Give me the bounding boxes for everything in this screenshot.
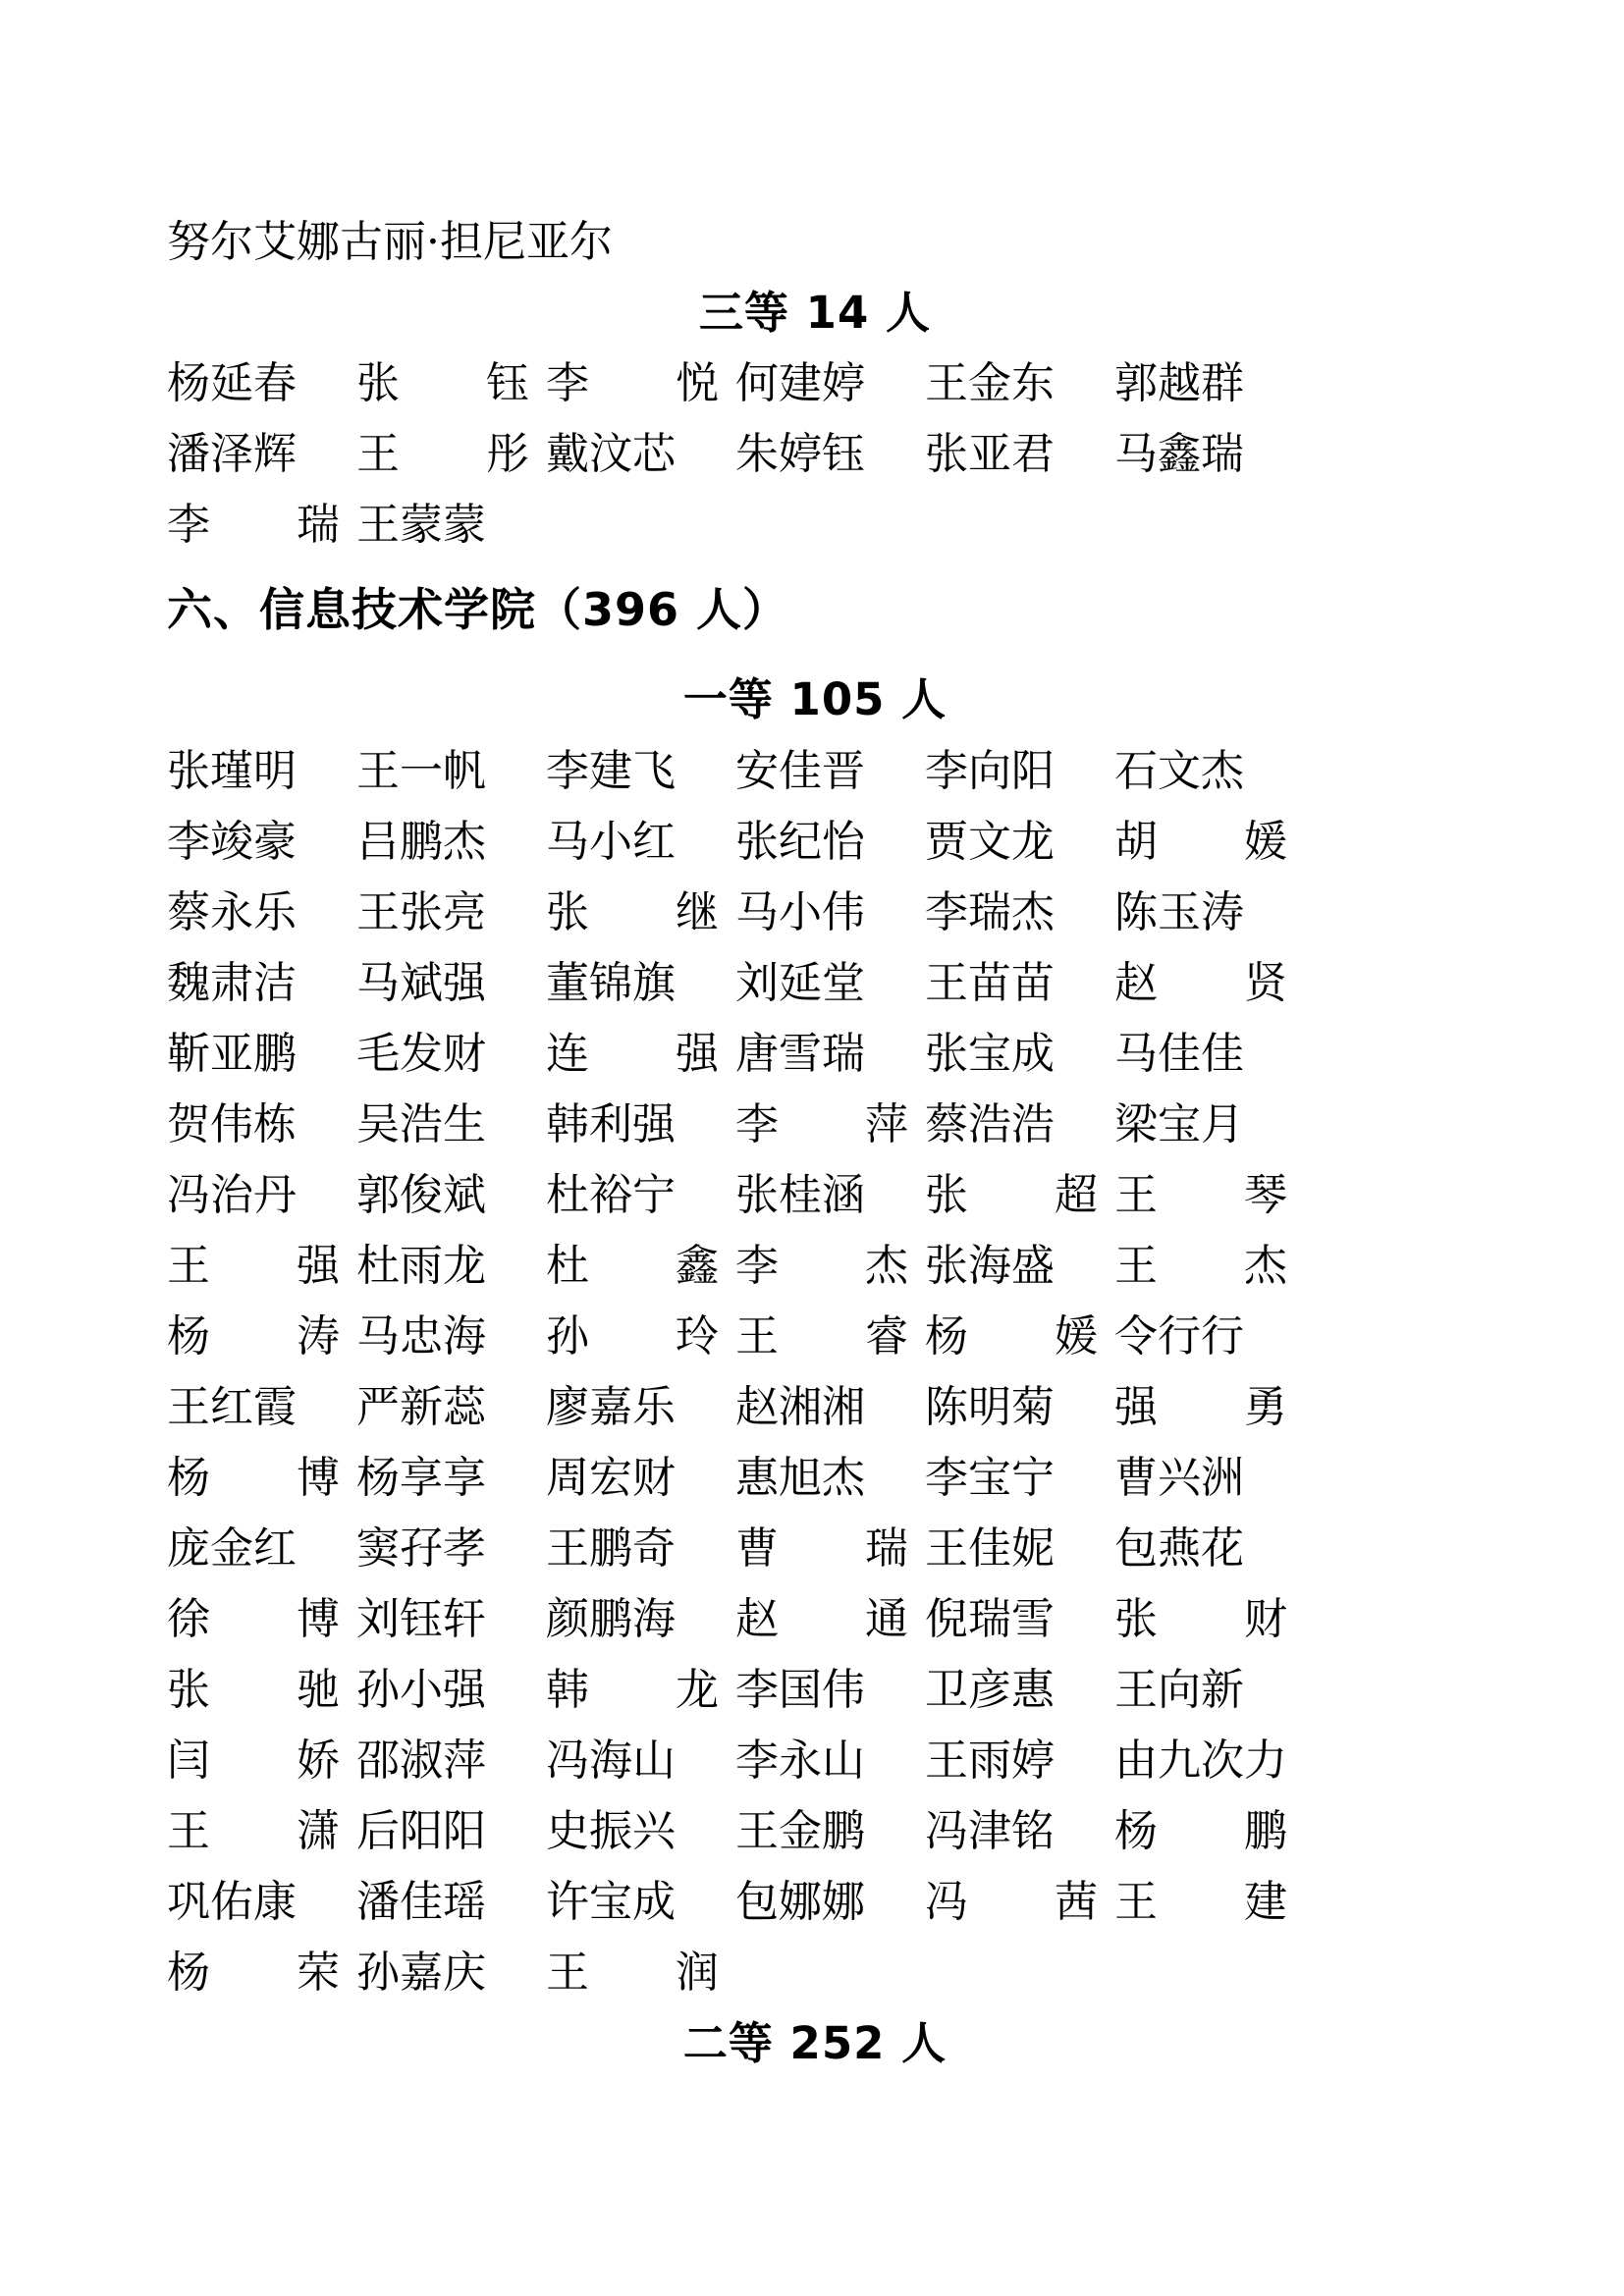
name-item: 严新蕊 <box>356 1382 486 1432</box>
name-item: 梁宝月 <box>1114 1099 1244 1149</box>
name-item: 张 超 <box>925 1170 1098 1220</box>
name-item: 王 彤 <box>356 429 529 479</box>
name-item: 魏肃洁 <box>167 958 297 1008</box>
name-item: 安佳晋 <box>735 746 865 796</box>
name-item: 杨 荣 <box>167 1948 340 1998</box>
name-item: 许宝成 <box>546 1877 676 1927</box>
name-item: 陈明菊 <box>925 1382 1055 1432</box>
name-item: 张海盛 <box>925 1241 1055 1291</box>
name-item: 李永山 <box>735 1735 865 1786</box>
name-item: 贺伟栋 <box>167 1099 297 1149</box>
name-item: 马斌强 <box>356 958 486 1008</box>
name-item: 颜鹏海 <box>546 1594 676 1644</box>
name-item: 由九次力 <box>1114 1735 1287 1786</box>
name-item: 马忠海 <box>356 1311 486 1362</box>
name-item: 胡 媛 <box>1114 817 1287 867</box>
carryover-name: 努尔艾娜古丽·担尼亚尔 <box>167 217 613 267</box>
name-item: 窦孖孝 <box>356 1523 486 1574</box>
name-item: 包燕花 <box>1114 1523 1244 1574</box>
name-item: 王雨婷 <box>925 1735 1055 1786</box>
name-item: 王鹏奇 <box>546 1523 676 1574</box>
tier2-heading: 二等 252 人 <box>682 2017 947 2069</box>
name-item: 赵 贤 <box>1114 958 1287 1008</box>
name-item: 李建飞 <box>546 746 676 796</box>
name-item: 韩利强 <box>546 1099 676 1149</box>
name-item: 王 杰 <box>1114 1241 1287 1291</box>
name-item: 冯 茜 <box>925 1877 1098 1927</box>
name-item: 邵淑萍 <box>356 1735 486 1786</box>
name-item: 杨 媛 <box>925 1311 1098 1362</box>
name-item: 孙 玲 <box>546 1311 719 1362</box>
name-item: 张瑾明 <box>167 746 297 796</box>
name-item: 王 潇 <box>167 1806 340 1856</box>
name-item: 杜 鑫 <box>546 1241 719 1291</box>
name-item: 卫彦惠 <box>925 1665 1055 1715</box>
name-item: 王苗苗 <box>925 958 1055 1008</box>
name-item: 曹 瑞 <box>735 1523 908 1574</box>
name-item: 王 睿 <box>735 1311 908 1362</box>
name-item: 强 勇 <box>1114 1382 1287 1432</box>
name-item: 何建婷 <box>735 358 865 408</box>
name-item: 毛发财 <box>356 1029 486 1079</box>
name-item: 郭越群 <box>1114 358 1244 408</box>
name-item: 朱婷钰 <box>735 429 865 479</box>
name-item: 潘泽辉 <box>167 429 297 479</box>
name-item: 马鑫瑞 <box>1114 429 1244 479</box>
name-item: 张 继 <box>546 887 719 937</box>
name-item: 靳亚鹏 <box>167 1029 297 1079</box>
name-item: 张桂涵 <box>735 1170 865 1220</box>
name-item: 杜雨龙 <box>356 1241 486 1291</box>
name-item: 冯治丹 <box>167 1170 297 1220</box>
name-item: 马小伟 <box>735 887 865 937</box>
name-item: 张 驰 <box>167 1665 340 1715</box>
name-item: 庞金红 <box>167 1523 297 1574</box>
tier1-heading: 一等 105 人 <box>682 673 947 725</box>
name-item: 王张亮 <box>356 887 486 937</box>
name-item: 孙嘉庆 <box>356 1948 486 1998</box>
name-item: 王金鹏 <box>735 1806 865 1856</box>
name-item: 后阳阳 <box>356 1806 486 1856</box>
name-item: 李 萍 <box>735 1099 908 1149</box>
name-item: 曹兴洲 <box>1114 1453 1244 1503</box>
name-item: 李宝宁 <box>925 1453 1055 1503</box>
name-item: 唐雪瑞 <box>735 1029 865 1079</box>
name-item: 潘佳瑶 <box>356 1877 486 1927</box>
name-item: 李 杰 <box>735 1241 908 1291</box>
name-item: 吴浩生 <box>356 1099 486 1149</box>
name-item: 杨享享 <box>356 1453 486 1503</box>
name-item: 王红霞 <box>167 1382 297 1432</box>
name-item: 倪瑞雪 <box>925 1594 1055 1644</box>
college-section-heading: 六、信息技术学院（396 人） <box>167 583 789 636</box>
name-item: 王蒙蒙 <box>356 500 486 550</box>
name-item: 令行行 <box>1114 1311 1244 1362</box>
name-item: 张 钰 <box>356 358 529 408</box>
name-item: 王金东 <box>925 358 1055 408</box>
name-item: 杨 鹏 <box>1114 1806 1287 1856</box>
tier3-names-grid <box>167 358 1463 550</box>
name-item: 杜裕宁 <box>546 1170 676 1220</box>
name-item: 冯津铭 <box>925 1806 1055 1856</box>
name-item: 郭俊斌 <box>356 1170 486 1220</box>
tier1-names-grid <box>167 746 1463 1998</box>
name-item: 巩佑康 <box>167 1877 297 1927</box>
name-item: 李 悦 <box>546 358 719 408</box>
name-item: 李国伟 <box>735 1665 865 1715</box>
name-item: 孙小强 <box>356 1665 486 1715</box>
name-item: 陈玉涛 <box>1114 887 1244 937</box>
name-item: 杨 涛 <box>167 1311 340 1362</box>
name-item: 蔡永乐 <box>167 887 297 937</box>
name-item: 蔡浩浩 <box>925 1099 1055 1149</box>
name-item: 王 强 <box>167 1241 340 1291</box>
name-item: 冯海山 <box>546 1735 676 1786</box>
name-item: 董锦旗 <box>546 958 676 1008</box>
name-item: 李竣豪 <box>167 817 297 867</box>
name-item: 戴汶芯 <box>546 429 676 479</box>
name-item: 闫 娇 <box>167 1735 340 1786</box>
name-item: 吕鹏杰 <box>356 817 486 867</box>
name-item: 包娜娜 <box>735 1877 865 1927</box>
name-item: 韩 龙 <box>546 1665 719 1715</box>
name-item: 王 建 <box>1114 1877 1287 1927</box>
name-item: 赵湘湘 <box>735 1382 865 1432</box>
name-item: 王佳妮 <box>925 1523 1055 1574</box>
name-item: 李向阳 <box>925 746 1055 796</box>
name-item: 刘钰轩 <box>356 1594 486 1644</box>
name-item: 马佳佳 <box>1114 1029 1244 1079</box>
name-item: 赵 通 <box>735 1594 908 1644</box>
name-item: 王一帆 <box>356 746 486 796</box>
name-item: 张亚君 <box>925 429 1055 479</box>
name-item: 张 财 <box>1114 1594 1287 1644</box>
name-item: 王 琴 <box>1114 1170 1287 1220</box>
name-item: 连 强 <box>546 1029 719 1079</box>
name-item: 杨延春 <box>167 358 297 408</box>
name-item: 史振兴 <box>546 1806 676 1856</box>
name-item: 王 润 <box>546 1948 719 1998</box>
name-item: 李瑞杰 <box>925 887 1055 937</box>
name-item: 张宝成 <box>925 1029 1055 1079</box>
name-item: 刘延堂 <box>735 958 865 1008</box>
tier3-heading: 三等 14 人 <box>699 287 931 339</box>
name-item: 杨 博 <box>167 1453 340 1503</box>
name-item: 廖嘉乐 <box>546 1382 676 1432</box>
name-item: 惠旭杰 <box>735 1453 865 1503</box>
name-item: 贾文龙 <box>925 817 1055 867</box>
name-item: 徐 博 <box>167 1594 340 1644</box>
name-item: 马小红 <box>546 817 676 867</box>
name-item: 周宏财 <box>546 1453 676 1503</box>
name-item: 王向新 <box>1114 1665 1244 1715</box>
name-item: 张纪怡 <box>735 817 865 867</box>
name-item: 石文杰 <box>1114 746 1244 796</box>
name-item: 李 瑞 <box>167 500 340 550</box>
